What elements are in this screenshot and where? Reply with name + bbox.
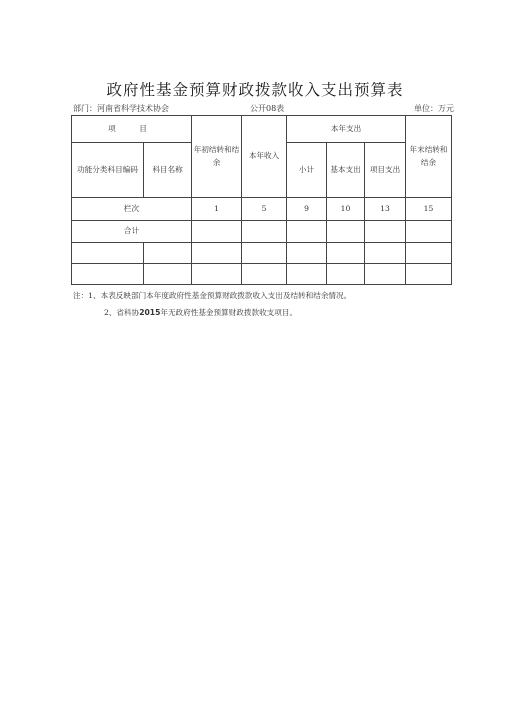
- table-cell: [144, 243, 192, 264]
- table-cell: [242, 243, 287, 264]
- header-item: 项 目: [72, 116, 192, 143]
- header-subject-name: 科目名称: [144, 143, 192, 198]
- header-begin-balance: 年初结转和结余: [192, 116, 242, 198]
- table-row: [72, 243, 452, 264]
- table-cell: [406, 243, 452, 264]
- header-end-balance: 年末结转和结余: [406, 116, 452, 198]
- column-index: 9: [287, 198, 327, 221]
- column-index-label: 栏次: [72, 198, 192, 221]
- footnote-2: [104, 307, 297, 318]
- table-cell: [242, 264, 287, 285]
- table-row: [72, 221, 452, 243]
- table-cell: [192, 243, 242, 264]
- table-cell: [287, 264, 327, 285]
- budget-table: [71, 115, 452, 285]
- column-index: 1: [192, 198, 242, 221]
- table-cell: [72, 243, 144, 264]
- table-cell: [406, 221, 452, 243]
- table-code: 公开08表: [250, 104, 285, 113]
- footnote-2-year: 2015: [139, 308, 161, 317]
- table-cell: [192, 264, 242, 285]
- header-func-code: 功能分类科目编码: [72, 143, 144, 198]
- table-cell: [242, 221, 287, 243]
- header-expenditure: 本年支出: [287, 116, 406, 143]
- table-cell: [365, 264, 406, 285]
- header-subtotal: 小计: [287, 143, 327, 198]
- footnote-2-prefix: 2、省科协: [104, 308, 140, 317]
- table-row: [72, 198, 452, 221]
- column-index: 10: [327, 198, 365, 221]
- table-cell: [327, 221, 365, 243]
- department-label: 部门：河南省科学技术协会: [73, 104, 169, 113]
- table-cell: [365, 243, 406, 264]
- total-label: 合计: [72, 221, 192, 243]
- footnote-1: 注：1、本表反映部门本年度政府性基金预算财政拨款收入支出及结转和结余情况。: [73, 291, 352, 300]
- table-cell: [287, 243, 327, 264]
- table-cell: [327, 243, 365, 264]
- table-row: [72, 264, 452, 285]
- table-cell: [327, 264, 365, 285]
- table-cell: [406, 264, 452, 285]
- table-cell: [192, 221, 242, 243]
- page-title: 政府性基金预算财政拨款收入支出预算表: [106, 81, 404, 99]
- table-cell: [72, 264, 144, 285]
- table-cell: [144, 264, 192, 285]
- footnote-2-suffix: 年无政府性基金预算财政拨款收支项目。: [160, 308, 298, 317]
- table-cell: [287, 221, 327, 243]
- header-income: 本年收入: [242, 116, 287, 198]
- unit-label: 单位：万元: [414, 104, 454, 113]
- table-cell: [365, 221, 406, 243]
- column-index: 5: [242, 198, 287, 221]
- header-basic: 基本支出: [327, 143, 365, 198]
- header-project: 项目支出: [365, 143, 406, 198]
- column-index: 13: [365, 198, 406, 221]
- column-index: 15: [406, 198, 452, 221]
